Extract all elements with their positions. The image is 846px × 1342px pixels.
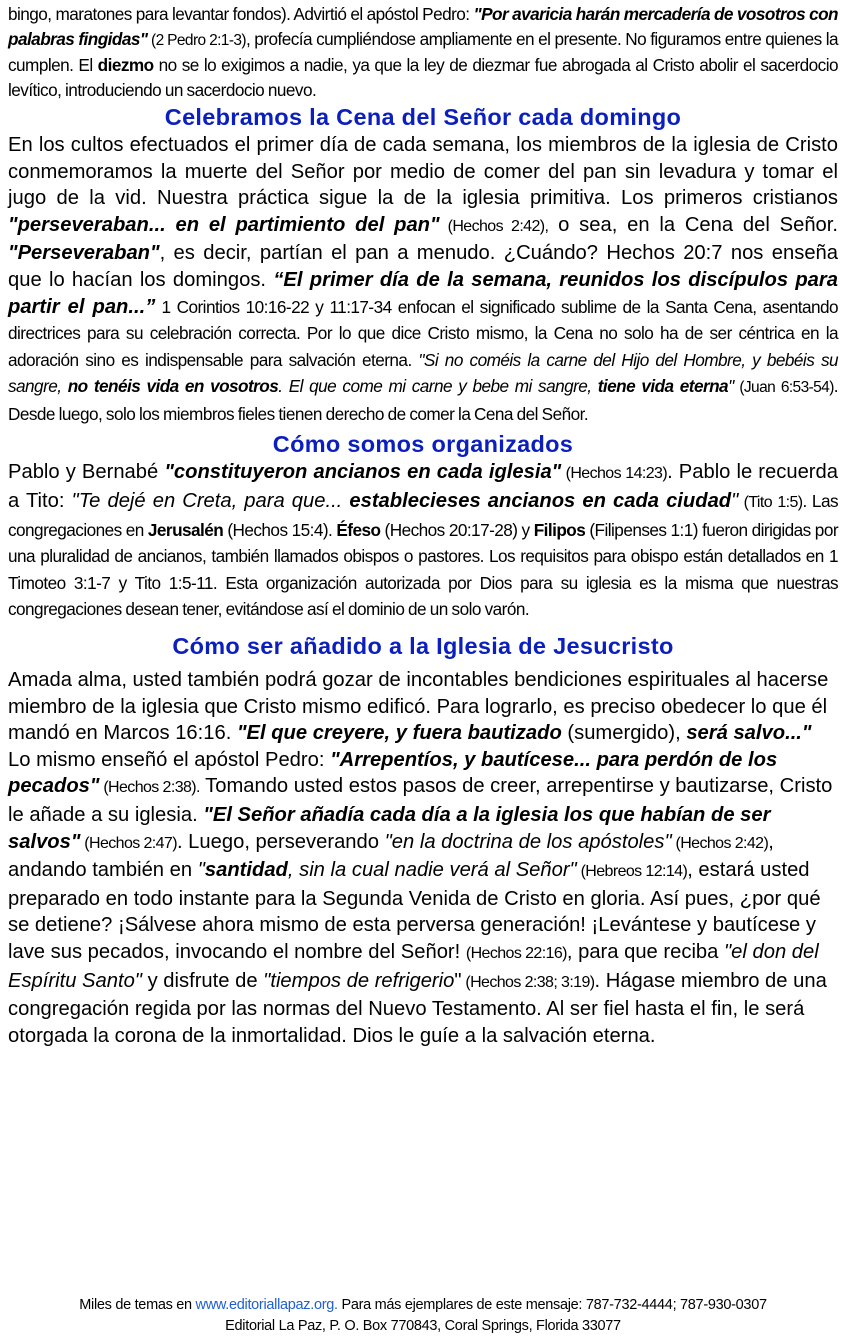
footer-line-1	[0, 1295, 846, 1316]
footer-address: Editorial La Paz, P. O. Box 770843, Coral Springs, Florida 33077	[225, 1318, 621, 1334]
anadido-paragraph	[8, 667, 838, 1049]
text: . Pablo le recuerda a Tito:	[8, 461, 838, 513]
website-link[interactable]: www.editoriallapaz.org.	[195, 1297, 338, 1313]
scripture-reference: (Juan 6:53-54)	[733, 379, 834, 397]
text: no se lo exigimos a nadie, ya que la ley de diezmar fue abrogada al Cristo abolir el sacerdocio levítico, introduciendo un sacerdocio nuevo.	[8, 55, 838, 100]
scripture-reference: (Hechos 14:23)	[561, 465, 668, 483]
organizacion-paragraph	[8, 459, 838, 623]
footer-contact: Para más ejemplares de este mensaje: 787-732-4444; 787-930-0307	[337, 1297, 767, 1313]
bold-term: Éfeso	[336, 519, 381, 540]
italic-quote: "	[197, 859, 205, 882]
italic-quote: "	[728, 376, 734, 397]
text: (Hechos 15:4).	[223, 519, 337, 540]
section-heading-anadido: Cómo ser añadido a la Iglesia de Jesucristo	[172, 633, 674, 659]
scripture-reference: (Hechos 2:38).	[99, 779, 200, 797]
text: Lo mismo enseñó el apóstol Pedro:	[8, 748, 331, 771]
scripture-quote: “El primer día de la semana, reunidos los discípulos para partir el pan...”	[8, 268, 838, 318]
text: , es decir, partían el pan a menudo. ¿Cuándo? Hechos 20:7 nos enseña que lo hacían los domingos.	[8, 242, 838, 291]
section-heading-cena: Celebramos la Cena del Señor cada domingo	[164, 104, 682, 130]
scripture-quote: establecieses ancianos en cada ciudad	[349, 490, 732, 513]
text: En los cultos efectuados el primer día de cada semana, los miembros de la iglesia de Cristo conmemoramos la muerte del Señor por medio de comer del pan sin levadura y tomar el jugo de la vid. Nuestra práctica sigue la de la iglesia primitiva. Los primeros cristianos	[8, 134, 838, 210]
text: , profecía cumpliéndose ampliamente en el presente. No figuramos entre quienes la cumplen. El	[8, 28, 838, 75]
italic-quote: "	[731, 490, 739, 513]
scripture-quote: "El Señor añadía cada día a la iglesia los que habían de ser salvos"	[8, 803, 771, 853]
scripture-reference: (2 Pedro 2:1-3)	[147, 31, 246, 49]
scripture-reference: (Hechos 22:16)	[465, 944, 567, 962]
text: . Luego, perseverando	[176, 830, 385, 853]
text: o sea, en la Cena del Señor.	[548, 213, 838, 236]
scripture-quote: "Arrepentíos, y bautícese... para perdón de los pecados"	[8, 748, 778, 798]
text: . Hágase miembro de una congregación regida por las normas del Nuevo Testamento. Al ser fiel hasta el fin, le será otorgada la corona de la inmortalidad. Dios le guíe a la salvación eterna.	[8, 969, 827, 1047]
bold-italic-quote: santidad	[204, 859, 288, 882]
text: . Desde luego, solo los miembros fieles tienen derecho de comer la Cena del Señor.	[8, 376, 838, 424]
text: Pablo y Bernabé	[8, 461, 165, 484]
section-cena	[8, 132, 838, 427]
text: (Hechos 20:17-28) y	[380, 519, 534, 540]
scripture-quote: "Perseveraban"	[8, 242, 160, 265]
scripture-reference: (Hechos 2:47)	[80, 834, 177, 852]
text: 1 Corintios 10:16-22 y 11:17-34 enfocan el significado sublime de la Santa Cena, asentando directrices para su celebración correcta. Por lo que dice Cristo mismo, la Cena no solo ha de ser céntrica en la adoración sino es indispensable para salvación eterna.	[8, 296, 838, 370]
italic-quote: "Si no coméis la carne del Hijo del Hombre, y bebéis su sangre,	[8, 349, 838, 397]
bold-italic-quote: no tenéis vida en vosotros	[67, 376, 279, 397]
italic-quote: "Te dejé en Creta, para que...	[71, 490, 350, 513]
bold-italic-quote: tiene vida eterna	[597, 376, 729, 397]
scripture-reference: (Hechos 2:38; 3:19)	[461, 973, 595, 991]
cena-paragraph-wide	[8, 132, 838, 427]
bold-term: Jerusalén	[147, 519, 224, 540]
text: , estará usted preparado en todo instante para la Segunda Venida de Cristo en gloria. Así pues, ¿por qué se detiene? ¡Sálvese ahora mismo de esta perversa generación! ¡Levántese y bautícese y lave sus pecados, invocando el nombre del Señor!	[8, 859, 821, 963]
bold-term: diezmo	[97, 55, 154, 75]
footer	[0, 1295, 846, 1337]
italic-quote: , sin la cual nadie verá al Señor"	[287, 859, 577, 882]
italic-quote: "en la doctrina de los apóstoles"	[384, 830, 672, 853]
scripture-quote: "constituyeron ancianos en cada iglesia"	[164, 461, 562, 484]
text: "	[454, 969, 462, 992]
intro-paragraph	[8, 2, 838, 102]
text: Amada alma, usted también podrá gozar de incontables bendiciones espirituales al hacerse miembro de la iglesia que Cristo mismo edificó. Para lograrlo, es preciso obedecer lo que él mandó en Marcos 16:16.	[8, 669, 829, 745]
text: (sumergido),	[561, 722, 687, 745]
scripture-quote: será salvo..."	[686, 722, 812, 745]
italic-quote: . El que come mi carne y bebe mi sangre,	[278, 376, 598, 397]
scripture-quote: "El que creyere, y fuera bautizado	[236, 722, 562, 745]
text: y disfrute de	[141, 969, 264, 992]
text: (Filipenses 1:1) fueron dirigidas por una pluralidad de ancianos, también llamados obispos o pastores. Los requisitos para obispo están detallados en 1 Timoteo 3:1-7 y Tito 1:5-11. Esta organización autorizada por Dios para su iglesia es la misma que nuestras congregaciones desean tener, evitándose así el dominio de un solo varón.	[8, 519, 838, 620]
italic-quote: "el don del Espíritu Santo"	[8, 940, 819, 992]
scripture-quote: "Por avaricia harán mercadería de vosotros con palabras fingidas"	[8, 4, 838, 49]
text: bingo, maratones para levantar fondos). Advirtió el apóstol Pedro:	[8, 4, 474, 24]
footer-text: Miles de temas en	[79, 1297, 196, 1313]
text: , para que reciba	[566, 940, 724, 963]
scripture-reference: (Hebreos 12:14)	[576, 863, 688, 881]
text: Tomando usted estos pasos de creer, arrepentirse y bautizarse, Cristo le añade a su iglesia.	[8, 775, 833, 826]
text: , andando también en	[8, 830, 774, 882]
scripture-reference: (Hechos 2:42),	[439, 217, 549, 235]
scripture-reference: (Hechos 2:42)	[671, 834, 769, 852]
document-page	[8, 2, 838, 1049]
scripture-quote: "perseveraban... en el partimiento del pan"	[8, 213, 440, 236]
section-heading-organizacion: Cómo somos organizados	[272, 431, 574, 458]
italic-quote: "tiempos de refrigerio	[263, 969, 455, 992]
text: . Las congregaciones en	[8, 491, 838, 540]
scripture-reference: (Tito 1:5)	[738, 494, 803, 512]
bold-term: Filipos	[533, 519, 586, 540]
